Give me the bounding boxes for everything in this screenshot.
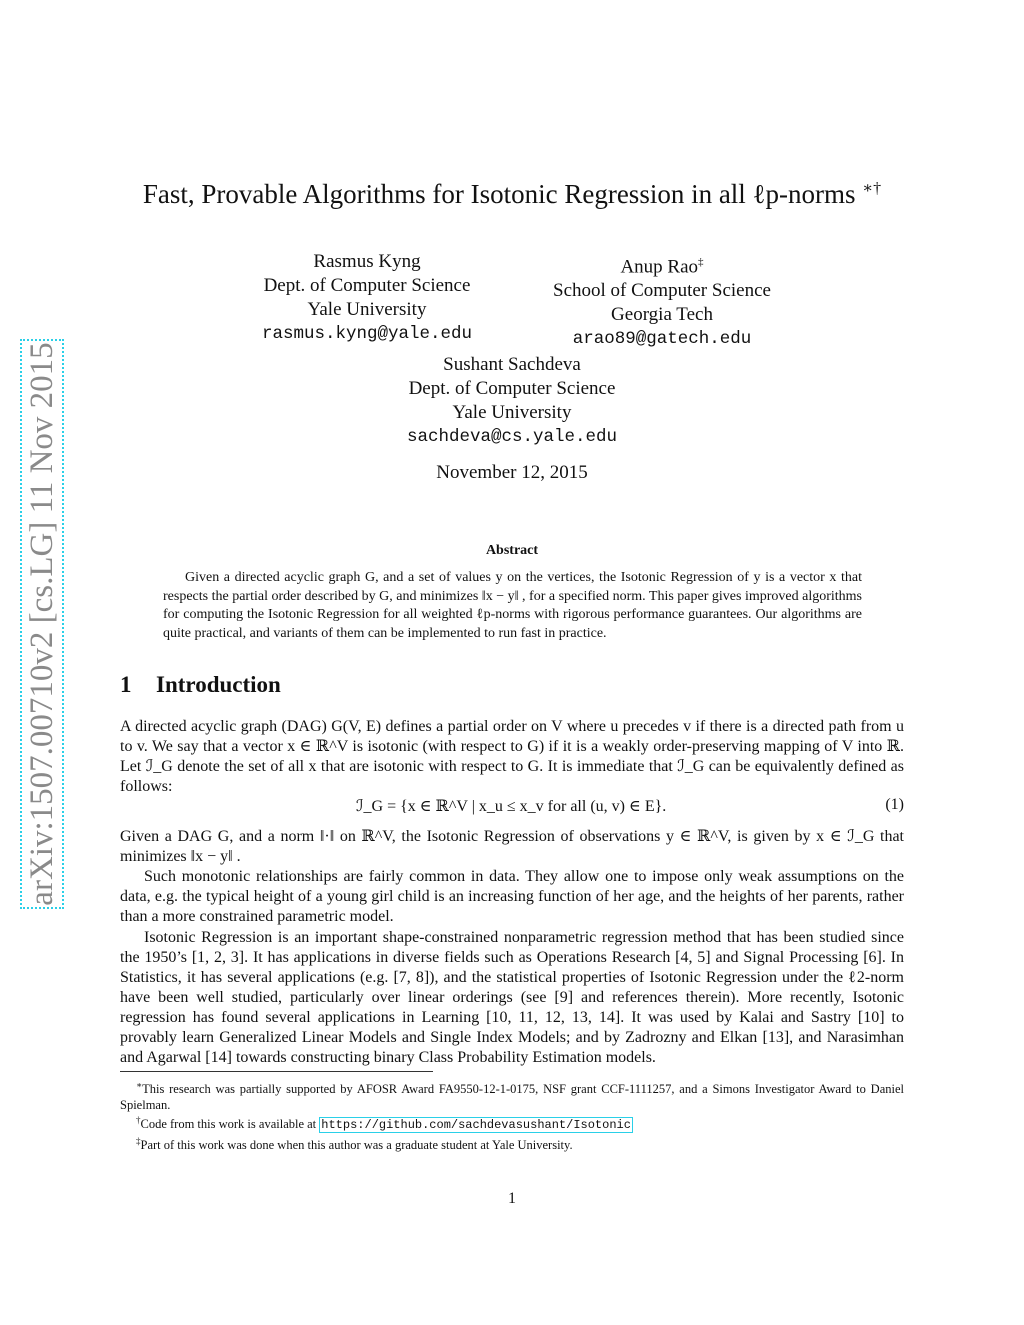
code-link[interactable]: https://github.com/sachdevasushant/Isotonic (321, 1118, 631, 1133)
abstract-text: Given a directed acyclic graph G, and a set of values y on the vertices, the Isotonic Regression of y is a vector x that respects the partial order described by G, and minimizes ‖x − y‖ , for a specified norm. This paper gives improved algorithms for computing the Isotonic Regression for all weighted ℓp-norms with rigorous performance guarantees. Our algorithms are quite practical, and variants of them can be implemented to run fast in practice. (163, 570, 862, 641)
author-institution: Yale University (452, 402, 572, 423)
author-email: rasmus.kyng@yale.edu (261, 324, 473, 344)
arxiv-stamp: arXiv:1507.00710v2 [cs.LG] 11 Nov 2015 (20, 339, 64, 909)
equation-tag: (1) (885, 796, 904, 813)
author-name: Rasmus Kyng (313, 251, 421, 272)
paragraph: A directed acyclic graph (DAG) G(V, E) defines a partial order on V where u precedes v if there is a directed path from u to v. We say that a vector x ∈ ℝ^V is isotonic (with respect to G) if it is a weakly order-preserving mapping of V into ℝ. Let ℐ_G denote the set of all x that are isotonic with respect to G. It is immediate that ℐ_G can be equivalently defined as follows: (120, 718, 904, 795)
section-title: Introduction (156, 672, 281, 697)
paragraph: Given a DAG G, and a norm ‖·‖ on ℝ^V, the Isotonic Regression of observations y ∈ ℝ^V, is given by x ∈ ℐ_G that minimizes ‖x − y‖ . (120, 828, 904, 865)
footnote-text: This research was partially supported by AFOSR Award FA9550-12-1-0175, NSF grant CCF-1111257, and a Simons Investigator Award to Daniel Spielman. (120, 1082, 904, 1112)
author-dept: Dept. of Computer Science (263, 275, 471, 296)
footnote-rule (120, 1071, 433, 1072)
paper-date: November 12, 2015 (436, 462, 588, 483)
section-number: 1 (120, 672, 132, 697)
author-card (247, 250, 487, 346)
author-email: sachdeva@cs.yale.edu (406, 427, 618, 447)
author-dept: Dept. of Computer Science (408, 378, 616, 399)
author-name: Sushant Sachdeva (443, 354, 581, 375)
footnote (120, 1113, 904, 1134)
section-heading (120, 672, 281, 698)
author-dept: School of Computer Science (553, 280, 771, 302)
footnote-text: Part of this work was done when this author was a graduate student at Yale University. (140, 1137, 573, 1152)
author-institution: Yale University (307, 299, 427, 320)
author-card (537, 250, 787, 351)
paragraph: Such monotonic relationships are fairly common in data. They allow one to impose only weak assumptions on the data, e.g. the typical height of a young girl child is an increasing function of her age, and the heights of her parents, rather than a more constrained parametric model. (120, 868, 904, 925)
page-number: 1 (508, 1190, 516, 1207)
author-institution: Georgia Tech (611, 304, 713, 326)
footnote-mark: ∗ (136, 1080, 143, 1090)
author-email: arao89@gatech.edu (572, 329, 752, 350)
footnote (120, 1078, 904, 1113)
equation-expression: ℐ_G = {x ∈ ℝ^V | x_u ≤ x_v for all (u, v) ∈ E}. (356, 798, 667, 815)
title-marks: ∗† (862, 180, 882, 197)
footnotes (120, 1078, 904, 1153)
paper-title (0, 178, 1024, 210)
footnote-mark: ‡ (136, 1135, 141, 1146)
footnote (120, 1134, 904, 1154)
footnote-mark: † (136, 1115, 141, 1126)
abstract-heading: Abstract (485, 543, 539, 558)
author-card (387, 353, 637, 449)
author-mark: ‡ (698, 256, 704, 268)
footnote-text: Code from this work is available at (140, 1117, 317, 1132)
author-name: Anup Rao (620, 256, 699, 278)
title-text: Fast, Provable Algorithms for Isotonic Regression in all ℓp-norms (142, 179, 856, 209)
paragraph-with-citations: Isotonic Regression is an important shape-constrained nonparametric regression method that has been studied since the 1950’s [1, 2, 3]. It has applications in diverse fields such as Operations Research [4, 5] and Signal Processing [6]. In Statistics, it has several applications (e.g. [7, 8]), and the statistical properties of Isotonic Regression under the ℓ2-norm have been well studied, particularly over linear orderings (see [9] and references therein). More recently, Isotonic regression has found several applications in Learning [10, 11, 12, 13, 14]. It was used by Kalai and Sastry [10] to provably learn Generalized Linear Models and Single Index Models; and by Zadrozny and Elkan [13], and Narasimhan and Agarwal [14] towards constructing binary Class Probability Estimation models. (120, 929, 904, 1066)
